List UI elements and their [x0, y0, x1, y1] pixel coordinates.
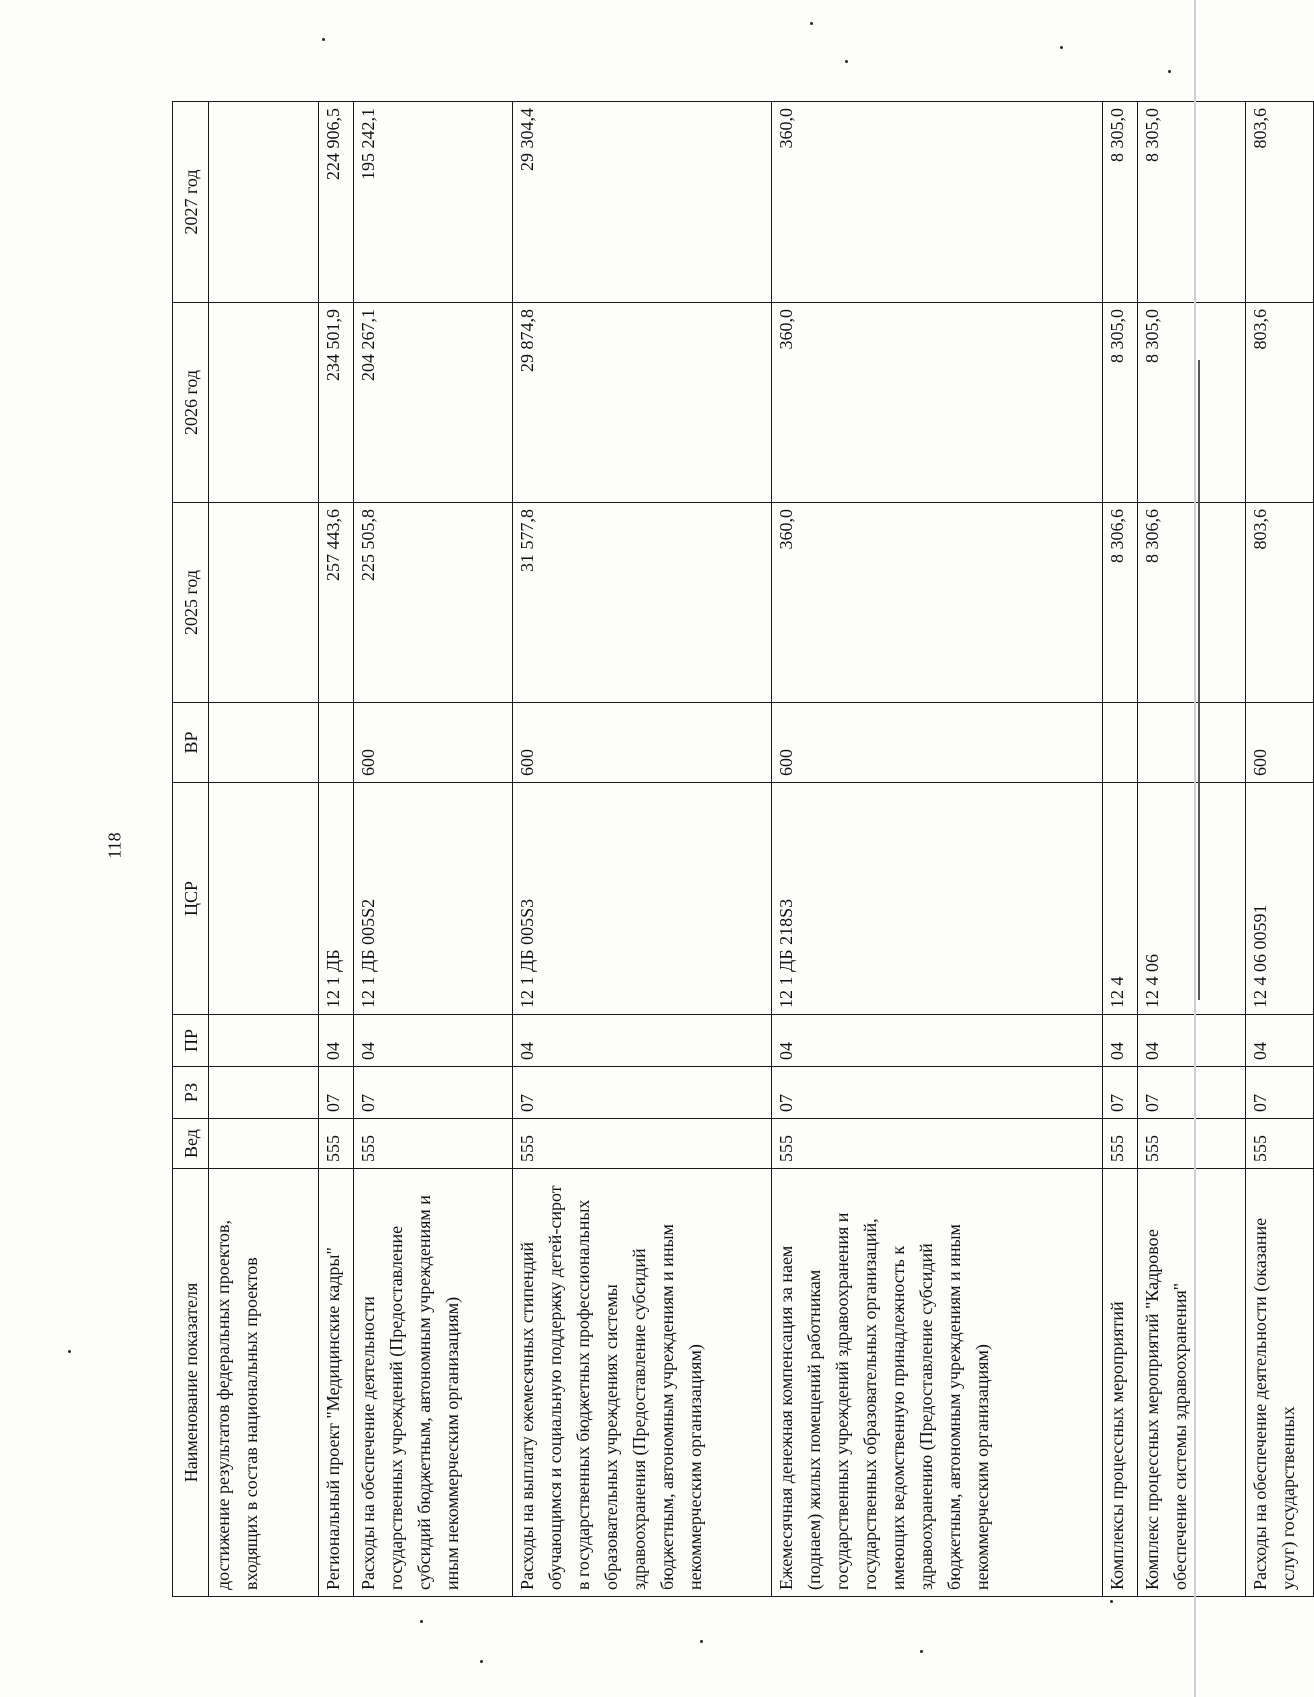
- header-2025: 2025 год: [173, 503, 209, 703]
- row-2026: 29 874,8: [512, 303, 771, 503]
- row-2026: 8 305,0: [1138, 303, 1246, 503]
- table-row: [1138, 102, 1246, 1597]
- row-2027: 803,6: [1245, 102, 1313, 303]
- row-name: Расходы на выплату ежемесячных стипендий обучающимся и социальную поддержку детей-сирот в государственных бюджетных профессиональных образовательных учреждениях системы здравоохранения (Предоставление субсидий бюджетным, автономным учреждениям и иным некоммерческим организациям): [512, 1169, 771, 1597]
- row-vr: [1102, 703, 1137, 783]
- row-2027: 360,0: [772, 102, 1103, 303]
- row-name: Расходы на обеспечение деятельности (оказание услуг) государственных: [1245, 1169, 1313, 1597]
- row-rz: 07: [772, 1067, 1103, 1119]
- row-rz: [209, 1067, 319, 1119]
- row-vr: 600: [1245, 703, 1313, 783]
- row-2025: 225 505,8: [354, 503, 512, 703]
- row-vr: 600: [772, 703, 1103, 783]
- budget-table: [172, 101, 1314, 1597]
- row-rz: 07: [1102, 1067, 1137, 1119]
- header-row: [173, 102, 209, 1597]
- row-vr: 600: [354, 703, 512, 783]
- scan-speck: [1060, 46, 1063, 49]
- header-name: Наименование показателя: [173, 1169, 209, 1597]
- row-ved: 555: [354, 1119, 512, 1169]
- row-rz: 07: [1138, 1067, 1246, 1119]
- scan-mark: [1198, 360, 1200, 1000]
- row-2025: 31 577,8: [512, 503, 771, 703]
- scan-speck: [920, 1650, 923, 1653]
- row-csr: 12 1 ДБ 218S3: [772, 783, 1103, 1015]
- header-rz: РЗ: [173, 1067, 209, 1119]
- row-csr: 12 4: [1102, 783, 1137, 1015]
- scan-speck: [1168, 70, 1171, 73]
- scan-speck: [68, 1350, 71, 1353]
- row-csr: [209, 783, 319, 1015]
- row-name: Комплексы процессных мероприятий: [1102, 1169, 1137, 1597]
- table-row: [209, 102, 319, 1597]
- row-ved: 555: [512, 1119, 771, 1169]
- row-rz: 07: [512, 1067, 771, 1119]
- scan-speck: [1110, 1600, 1113, 1603]
- row-2025: 360,0: [772, 503, 1103, 703]
- row-rz: 07: [1245, 1067, 1313, 1119]
- row-ved: 555: [1102, 1119, 1137, 1169]
- header-ved: Вед: [173, 1119, 209, 1169]
- table-row: [1102, 102, 1137, 1597]
- row-2027: 29 304,4: [512, 102, 771, 303]
- header-2026: 2026 год: [173, 303, 209, 503]
- row-name: достижение результатов федеральных проектов, входящих в состав национальных проектов: [209, 1169, 319, 1597]
- row-2025: 257 443,6: [319, 503, 354, 703]
- scan-speck: [420, 1620, 423, 1623]
- row-pr: 04: [512, 1015, 771, 1067]
- row-2025: 8 306,6: [1138, 503, 1246, 703]
- scan-speck: [810, 22, 813, 25]
- table-row: [319, 102, 354, 1597]
- row-rz: 07: [354, 1067, 512, 1119]
- row-ved: 555: [1245, 1119, 1313, 1169]
- scan-speck: [845, 60, 848, 63]
- table-row: [512, 102, 771, 1597]
- row-2026: [209, 303, 319, 503]
- row-name: Расходы на обеспечение деятельности государственных учреждений (Предоставление субсидий бюджетным, автономным учреждениям и иным некоммерческим организациям): [354, 1169, 512, 1597]
- row-pr: 04: [354, 1015, 512, 1067]
- row-rz: 07: [319, 1067, 354, 1119]
- row-vr: [319, 703, 354, 783]
- header-pr: ПР: [173, 1015, 209, 1067]
- row-2025: 8 306,6: [1102, 503, 1137, 703]
- row-2027: 224 906,5: [319, 102, 354, 303]
- row-pr: [209, 1015, 319, 1067]
- row-pr: 04: [1138, 1015, 1246, 1067]
- row-2027: [209, 102, 319, 303]
- row-csr: 12 4 06 00591: [1245, 783, 1313, 1015]
- row-csr: 12 1 ДБ 005S2: [354, 783, 512, 1015]
- rotated-table-container: [172, 102, 1314, 1597]
- row-ved: 555: [319, 1119, 354, 1169]
- row-2027: 8 305,0: [1102, 102, 1137, 303]
- row-pr: 04: [319, 1015, 354, 1067]
- row-vr: [209, 703, 319, 783]
- row-2025: [209, 503, 319, 703]
- row-vr: [1138, 703, 1246, 783]
- row-2026: 8 305,0: [1102, 303, 1137, 503]
- scan-speck: [322, 38, 325, 41]
- row-2026: 234 501,9: [319, 303, 354, 503]
- row-pr: 04: [772, 1015, 1103, 1067]
- scan-speck: [480, 1660, 483, 1663]
- row-vr: 600: [512, 703, 771, 783]
- row-csr: 12 1 ДБ: [319, 783, 354, 1015]
- row-name: Комплекс процессных мероприятий "Кадровое обеспечение системы здравоохранения": [1138, 1169, 1246, 1597]
- row-ved: [209, 1119, 319, 1169]
- row-name: Ежемесячная денежная компенсация за наем (поднаем) жилых помещений работникам государственных учреждений здравоохранения и государственных образовательных организаций, имеющих ведомственную принадлежность к здравоохранению (Предоставление субсидий бюджетным, автономным учреждениям и иным некоммерческим организациям): [772, 1169, 1103, 1597]
- scan-speck: [700, 1640, 703, 1643]
- scan-edge: [1194, 0, 1196, 1697]
- table-row: [1245, 102, 1313, 1597]
- row-pr: 04: [1102, 1015, 1137, 1067]
- row-csr: 12 4 06: [1138, 783, 1246, 1015]
- row-2026: 204 267,1: [354, 303, 512, 503]
- row-2026: 803,6: [1245, 303, 1313, 503]
- page-number: 118: [104, 832, 125, 859]
- row-name: Региональный проект "Медицинские кадры": [319, 1169, 354, 1597]
- row-2025: 803,6: [1245, 503, 1313, 703]
- row-ved: 555: [1138, 1119, 1246, 1169]
- row-2026: 360,0: [772, 303, 1103, 503]
- table-row: [772, 102, 1103, 1597]
- row-2027: 8 305,0: [1138, 102, 1246, 303]
- header-vr: ВР: [173, 703, 209, 783]
- row-ved: 555: [772, 1119, 1103, 1169]
- header-2027: 2027 год: [173, 102, 209, 303]
- header-csr: ЦСР: [173, 783, 209, 1015]
- table-row: [354, 102, 512, 1597]
- row-pr: 04: [1245, 1015, 1313, 1067]
- row-2027: 195 242,1: [354, 102, 512, 303]
- row-csr: 12 1 ДБ 005S3: [512, 783, 771, 1015]
